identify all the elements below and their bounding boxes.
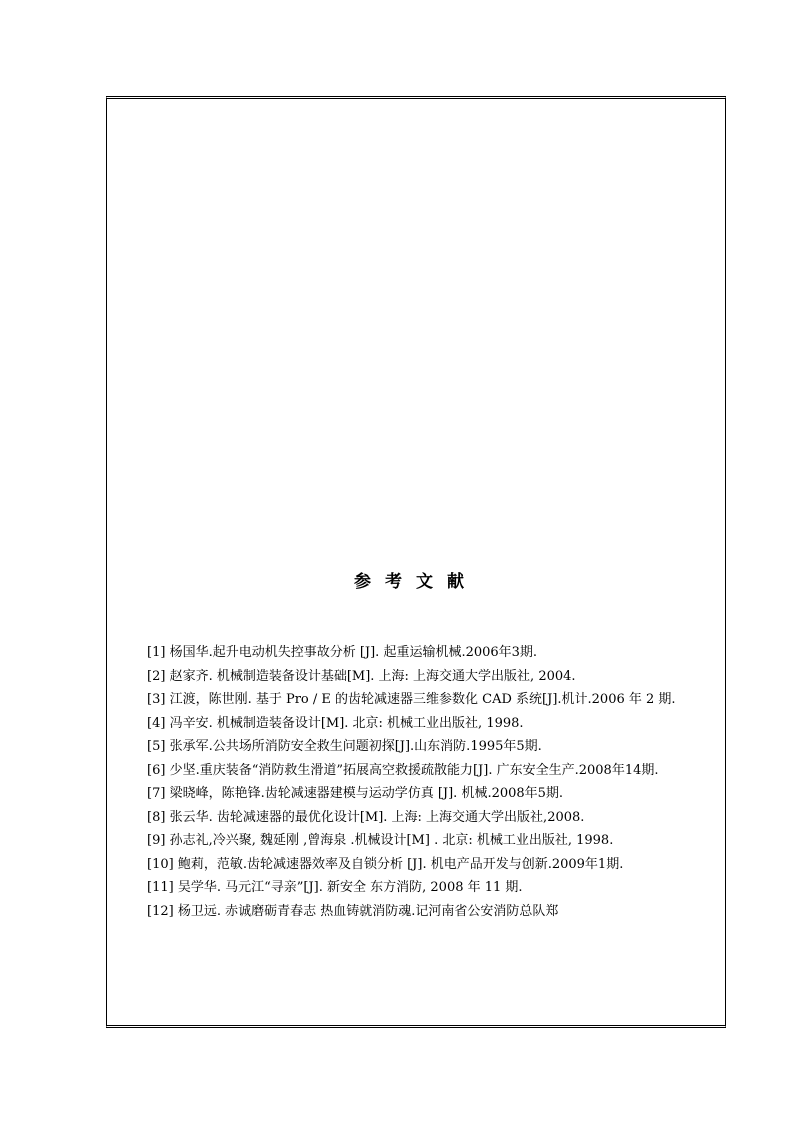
reference-item [147, 806, 721, 830]
reference-number: [2] [147, 668, 166, 684]
reference-text: 冯辛安. 机械制造装备设计[M]. 北京: 机械工业出版社, 1998. [169, 715, 524, 731]
page-frame [106, 96, 726, 1028]
reference-text: 杨卫远. 赤诚磨砺青春志 热血铸就消防魂.记河南省公安消防总队郑 [177, 903, 559, 919]
reference-item [147, 900, 721, 924]
reference-item [147, 665, 721, 689]
reference-item [147, 688, 721, 712]
reference-number: [10] [147, 856, 174, 872]
reference-text: 杨国华.起升电动机失控事故分析 [J]. 起重运输机械.2006年3期. [169, 645, 538, 660]
reference-number: [1] [147, 645, 166, 660]
reference-number: [8] [147, 809, 166, 825]
reference-text: 吴学华. 马元江“寻亲”[J]. 新安全 东方消防, 2008 年 11 期. [177, 880, 523, 895]
reference-item [147, 829, 721, 853]
reference-text: 张承军.公共场所消防安全救生问题初探[J].山东消防.1995年5期. [169, 739, 542, 754]
reference-number: [11] [147, 880, 174, 895]
reference-number: [12] [147, 903, 174, 919]
reference-item [147, 782, 721, 806]
reference-number: [7] [147, 786, 166, 801]
references-heading: 参考文献 [354, 572, 478, 592]
reference-number: [5] [147, 739, 166, 754]
reference-text: 江渡，陈世刚. 基于 Pro / E 的齿轮减速器三维参数化 CAD 系统[J].机计.2006 年 2 期. [169, 692, 676, 707]
reference-number: [9] [147, 833, 166, 848]
reference-text: 张云华. 齿轮减速器的最优化设计[M]. 上海: 上海交通大学出版社,2008. [169, 809, 585, 825]
reference-number: [3] [147, 692, 166, 707]
reference-number: [6] [147, 762, 166, 778]
reference-item [147, 641, 721, 665]
reference-item [147, 876, 721, 900]
reference-item [147, 853, 721, 877]
reference-item [147, 759, 721, 783]
reference-text: 梁晓峰，陈艳锋.齿轮减速器建模与运动学仿真 [J]. 机械.2008年5期. [169, 786, 564, 801]
reference-item [147, 712, 721, 736]
reference-text: 孙志礼,冷兴聚, 魏延刚 ,曾海泉 .机械设计[M] . 北京: 机械工业出版社, 1998. [169, 833, 614, 848]
reference-list [147, 641, 721, 923]
reference-number: [4] [147, 715, 166, 731]
reference-text: 鲍莉，范敏.齿轮减速器效率及自锁分析 [J]. 机电产品开发与创新.2009年1期. [177, 856, 624, 872]
reference-text: 少坚.重庆装备“消防救生滑道”拓展高空救援疏散能力[J]. 广东安全生产.2008年14期. [169, 762, 659, 778]
reference-text: 赵家齐. 机械制造装备设计基础[M]. 上海: 上海交通大学出版社, 2004. [169, 668, 576, 684]
reference-item [147, 735, 721, 759]
